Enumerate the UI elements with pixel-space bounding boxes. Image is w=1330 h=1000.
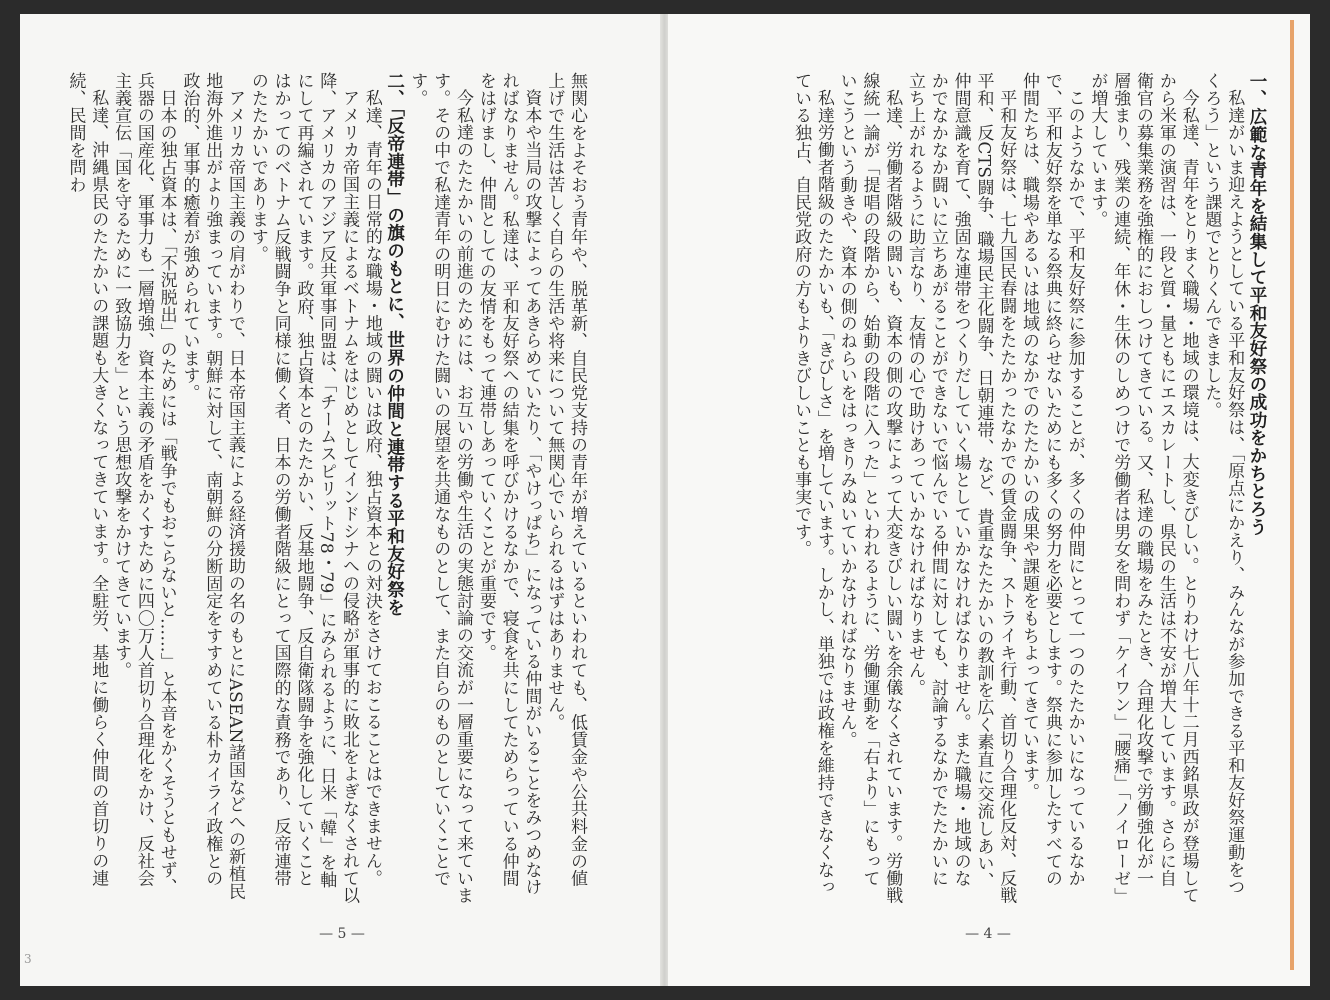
left-page [20, 14, 662, 986]
section-heading: 一、広範な青年を結集して平和友好祭の成功をかちとろう [1247, 72, 1267, 536]
body-paragraph: 私達がいま迎えようとしている平和友好祭は、「原点にかえり、みんなが参加できる平和友好祭運動をつくろう」という課題でとりくんできました。 [1201, 72, 1245, 896]
body-paragraph: 今私達のたたかいの前進のためには、お互いの労働や生活の実態討論の交流が一層重要になって来ています。その中で私達青年の明日にむけた闘いの展望を共通なものとして、また自らのものとしていくことです。 [407, 72, 474, 904]
body-paragraph: アメリカ帝国主義の肩がわりで、日本帝国主義による経済援助の名のもとにASEAN諸国などへの新植民地海外進出がより強まっています。朝鮮に対して、南朝鮮の分断固定をすすめている朴カイライ政権との政治的、軍事的癒着が強められています。 [179, 72, 246, 900]
body-paragraph: アメリカ帝国主義によるベトナムをはじめとしてインドシナへの侵略が軍事的に敗北をよぎなくされて以降、アメリカのアジア反共軍事同盟は、「チームスピリット78・79」にみられるように、日米「韓」を軸にして再編されています。政府、独占資本とのたたかい、反基地闘争、反自衛隊闘争を強化していくことはかってのベトナム反戦闘争と同様に働く者、日本の労働者階級にとって国際的な責務であり、反帝連帯のたたかいであります。 [247, 72, 360, 904]
corner-mark: 3 [24, 952, 32, 966]
right-page-text [728, 72, 1268, 904]
body-paragraph: 無関心をよそおう青年や、脱革新、自民党支持の青年が増えているといわれても、低賃金や公共料金の値上げで生活は苦しく自らの生活や将来について無関心でいられるはずはありません。 [544, 72, 587, 887]
left-page-text [65, 72, 588, 904]
page-edge [1290, 20, 1294, 970]
page-number-right: — 4 — [965, 926, 1011, 942]
body-paragraph: 私達労働者階級のたたかいも、「きびしさ」を増しています。しかし、単独では政権を維持できなくなっている独占、自民党政府の方もよりきびしいことも事実です。 [791, 72, 834, 896]
body-paragraph: 日本の独占資本は、「不況脱出」のためには「戦争でもおこらないと……」と本音をかくそうともせず、兵器の国産化、軍事力も一層増強、資本主義の矛盾をかくすために四〇万人首切り合理化をかけ、反社会主義宣伝「国を守るために一致協力を」という思想攻撃をかけてきています。 [111, 72, 177, 896]
section-heading: 二、「反帝連帯」の旗のもとに、世界の仲間と連帯する平和友好祭を [384, 72, 405, 617]
body-paragraph: 平和友好祭は、七九国民春闘をたたかったなかでの賃金闘争、ストライキ行動、首切り合理化反対、反戦平和、反CTS闘争、職場民主化闘争、日朝連帯、など、貴重なたたかいの教訓を広く素直に交流しあい、仲間意識を育て、強固な連帯をつくりだしていく場としていかなければなりません。また職場・地域のなかでなかなか闘いに立ちあがることができないで悩んでいる仲間に対しても、討論するなかでたたかいに立ち上がれるように助言なり、友情の心で助けあっていかなければなりません。 [905, 72, 1017, 904]
body-paragraph: 資本や当局の攻撃によってあきらめていたり、「やけっぱち」になっている仲間がいることをみつめなければなりません。私達は、平和友好祭への結集を呼びかけるなかで、寝食を共にしてためらっている仲間をはげまし、仲間としての友情をもって連帯しあっていくことが重要です。 [475, 72, 542, 896]
body-paragraph: 今私達、青年をとりまく職場・地域の環境は、大変きびしい。とりわけ七八年十二月西銘県政が登場してから米軍の演習は、一段と質・量ともにエスカレートし、県民の生活は不安が増大しています。さらに自衛官の募集業務を強権的におしつけてきている。又、私達の職場をみたとき、合理化攻撃で労働強化が一層強まり、残業の連続、年休・生休のしめつけで労働者は男女を問わず「ケイワン」「腰痛」「ノイローゼ」が増大しています。 [1087, 72, 1199, 904]
body-paragraph: 私達、労働者階級の闘いも、資本の側の攻撃によって大変きびしい闘いを余儀なくされています。労働戦線統一論が「提唱の段階から、始動の段階に入った」といわれるように、労働運動を「右より」にもっていこうという動きや、資本の側のねらいをはっきりみぬいていかなければなりません。 [836, 72, 903, 904]
body-paragraph: 私達、青年の日常的な職場・地域の闘いは政府、独占資本との対決をさけておこることはできません。 [361, 89, 382, 887]
booklet-spread [20, 14, 1310, 986]
right-page [668, 14, 1310, 986]
body-paragraph: 私達、沖縄県民のたたかいの課題も大きくなってきています。全駐労、基地に働らく仲間の首切りの連続、民間を問わ [65, 72, 109, 887]
page-number-left: — 5 — [319, 926, 365, 942]
body-paragraph: このようなかで、平和友好祭に参加することが、多くの仲間にとって一つのたたかいになっているなかで、平和友好祭を単なる祭典に終らせないためにも多くの努力を必要とします。祭典に参加したすべての仲間たちは、職場やあるいは地域のなかでのたたかいの成果や課題をもちよってきています。 [1019, 72, 1085, 887]
